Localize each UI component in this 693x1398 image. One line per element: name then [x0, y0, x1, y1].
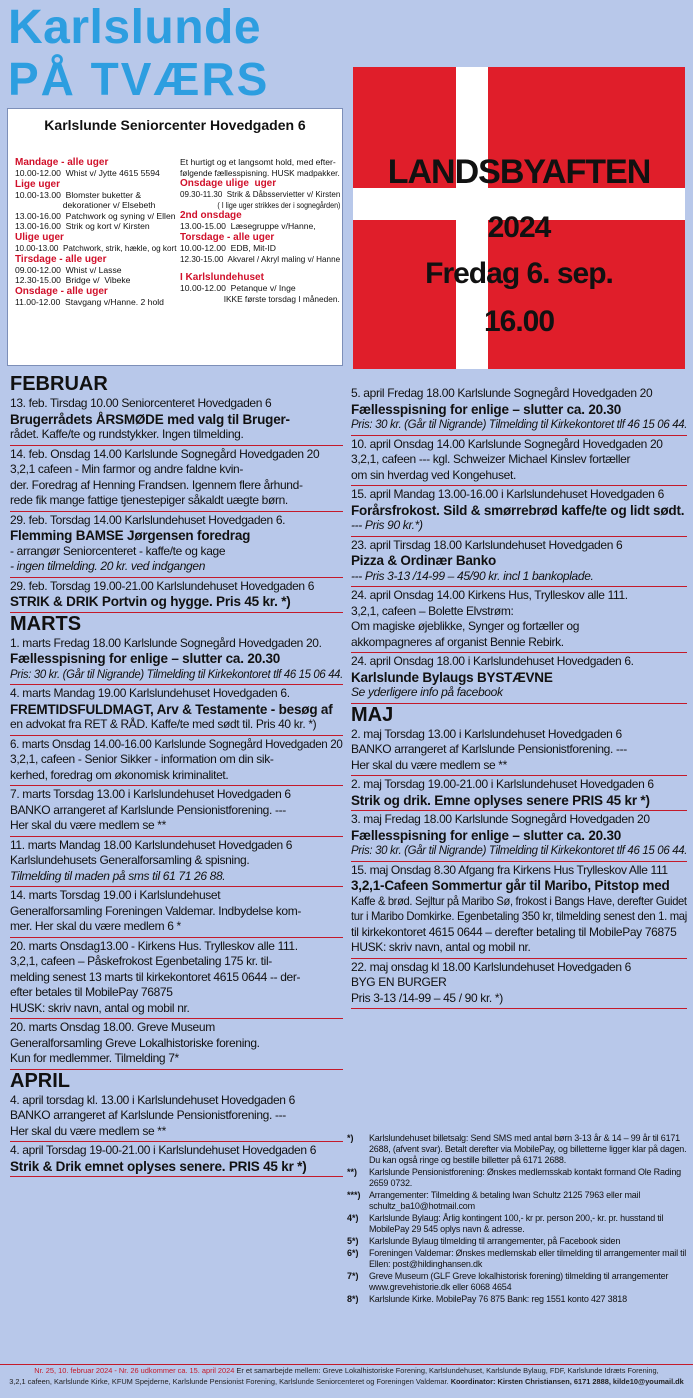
schedule-entry: 11.00-12.00 Stavgang v/Hanne. 2 hold [15, 296, 164, 307]
event-line: BYG EN BURGER [351, 975, 447, 989]
schedule-entry: 10.00-13.00 Blomster buketter & [15, 189, 142, 200]
footnote-text: Karlslunde Bylaug: Årlig kontingent 100,- kr pr. person 200,- kr. pr. husstand til MobilePay 29 545 oplys navn & adresse. [369, 1213, 664, 1234]
title-line1: Karlslunde [8, 1, 262, 54]
poster-time: 16.00 [483, 305, 555, 338]
event-item [10, 395, 343, 446]
event-line: BANKO arrangeret af Karlslunde Pensionistforening. --- [10, 1108, 286, 1122]
event-line: 3,2,1-Cafeen Sommertur går til Maribo, Pitstop med [351, 878, 670, 893]
events-right-column [351, 385, 687, 1009]
schedule-day-heading: I Karlslundehuset [180, 272, 264, 284]
events-left-column [10, 373, 343, 1177]
event-line: --- Pris 3-13 /14-99 – 45/90 kr. incl 1 bankoplade. [351, 568, 594, 583]
event-item [10, 578, 343, 613]
footnote [347, 1236, 689, 1247]
event-line: - arrangør Seniorcenteret - kaffe/te og kage [10, 543, 226, 558]
schedule-entry: følgende fællesspisning. HUSK madpakker. [180, 167, 340, 178]
footnote-marker: 4*) [347, 1213, 359, 1223]
event-line: 10. april Onsdag 14.00 Karlslunde Sognegård Hovedgaden 20 [351, 436, 663, 451]
event-item [351, 653, 687, 704]
footnote [347, 1271, 689, 1293]
event-line: mer. Her skal du være medlem 6 * [10, 919, 181, 933]
schedule-entry [180, 264, 340, 272]
event-item [10, 887, 343, 938]
event-line: der. Foredrag af Henning Frandsen. Igennem flere århund- [10, 477, 303, 492]
event-item [351, 385, 687, 436]
event-line: 20. marts Onsdag13.00 - Kirkens Hus. Trylleskov alle 111. [10, 938, 298, 953]
schedule-entry: 13.00-15.00 Læsegruppe v/Hanne, [180, 221, 316, 232]
footnotes [347, 1133, 689, 1306]
footnote-marker: 7*) [347, 1271, 359, 1281]
footnote-text: Karlslundehuset billetsalg: Send SMS med antal børn 3-13 år & 14 – 99 år til 6171 2688, (afvent svar). Betalt derefter via MobilePay, og billetterne ligger klar på dagen. Du kan også ringe og bestille billetter på 6171 2688. [369, 1133, 687, 1165]
event-line: 24. april Onsdag 18.00 i Karlslundehuset Hovedgaden 6. [351, 654, 634, 668]
event-line: 1. marts Fredag 18.00 Karlslunde Sognegård Hovedgaden 20. [10, 635, 322, 650]
event-item [351, 862, 687, 959]
schedule-entry: ( I lige uger strikkes der i sognegården) [180, 199, 341, 210]
schedule-entry: 13.00-16.00 Strik og kort v/ Kirsten [15, 221, 150, 232]
event-line: Karlslundehusets Generalforsamling & spisning. [10, 853, 250, 867]
schedule-entry: Et hurtigt og et langsomt hold, med efter- [180, 157, 336, 167]
event-line: 4. april torsdag kl. 13.00 i Karlslundehuset Hovedgaden 6 [10, 1092, 295, 1107]
event-line: 11. marts Mandag 18.00 Karlslundehuset Hovedgaden 6 [10, 837, 293, 852]
event-item [351, 486, 687, 537]
event-line: Pris: 30 kr. (Går til Nigrande) Tilmelding til Kirkekontoret tlf 46 15 06 44. [351, 417, 688, 431]
footnote-text: Foreningen Valdemar: Ønskes medlemskab eller tilmelding til arrangementer mail til Ellen: post@hildinghansen.dk [369, 1248, 687, 1269]
event-item [10, 1019, 343, 1070]
event-line: rådet. Kaffe/te og rundstykker. Ingen tilmelding. [10, 427, 244, 441]
event-line: Tilmelding til maden på sms til 61 71 26 88. [10, 868, 226, 883]
event-line: 6. marts Onsdag 14.00-16.00 Karlslunde Sognegård Hovedgaden 20 [10, 736, 343, 751]
event-line: Pizza & Ordinær Banko [351, 553, 497, 568]
event-item [351, 811, 687, 862]
event-line: 13. feb. Tirsdag 10.00 Seniorcenteret Hovedgaden 6 [10, 396, 272, 410]
event-line: 20. marts Onsdag 18.00. Greve Museum [10, 1020, 215, 1034]
event-line: Her skal du være medlem se ** [351, 757, 507, 772]
event-line: 3,2,1 cafeen - Min farmor og andre faldne kvin- [10, 462, 244, 476]
poster-event-title: LANDSBYAFTEN [387, 153, 651, 191]
event-line: HUSK: skriv navn, antal og mobil nr. [10, 1000, 190, 1015]
schedule-entry: dekorationer v/ Elsebeth [15, 200, 156, 211]
event-line: 4. april Torsdag 19-00-21.00 i Karlslundehuset Hovedgaden 6 [10, 1143, 317, 1157]
event-line: 7. marts Torsdag 13.00 i Karlslundehuset Hovedgaden 6 [10, 787, 291, 801]
event-line: tur i Maribo Domkirke. Egenbetaling 350 kr, tilmelding senest den 1. maj [351, 909, 687, 923]
issue-info: Nr. 25, 10. februar 2024 - Nr. 26 udkommer ca. 15. april 2024 [34, 1366, 235, 1375]
event-line: 15. maj Onsdag 8.30 Afgang fra Kirkens Hus Trylleskov Alle 111 [351, 862, 668, 877]
event-line: 3,2,1, cafeen - Senior Sikker - information om din sik- [10, 752, 274, 766]
event-line: Se yderligere info på facebook [351, 685, 503, 699]
event-line: BANKO arrangeret af Karlslunde Pensionistforening. --- [351, 742, 627, 756]
month-heading: FEBRUAR [10, 373, 108, 395]
event-line: Fællesspisning for enlige – slutter ca. 20.30 [351, 827, 622, 843]
event-line: melding senest 13 marts til kirkekontoret 4615 0644 -- der- [10, 969, 301, 984]
event-line: - ingen tilmelding. 20 kr. ved indgangen [10, 559, 206, 573]
footnote-marker: **) [347, 1167, 358, 1177]
event-line: Om magiske øjeblikke, Synger og fortæller og [351, 619, 580, 633]
event-line: Karlslunde Bylaugs BYSTÆVNE [351, 669, 553, 685]
event-item [351, 436, 687, 487]
event-line: 14. feb. Onsdag 14.00 Karlslunde Sognegård Hovedgaden 20 [10, 446, 320, 461]
footnote-marker: 5*) [347, 1236, 359, 1246]
schedule-day-heading: 2nd onsdage [180, 210, 242, 222]
event-line: Brugerrådets ÅRSMØDE med valg til Bruger- [10, 411, 290, 427]
event-line: 5. april Fredag 18.00 Karlslunde Sognegård Hovedgaden 20 [351, 386, 653, 400]
event-line: 22. maj onsdag kl 18.00 Karlslundehuset Hovedgaden 6 [351, 959, 632, 974]
event-line: til kirkekontoret 4615 0644 – derefter betaling til MobilePay 76875 [351, 924, 677, 939]
event-line: Pris 3-13 /14-99 – 45 / 90 kr. *) [351, 990, 503, 1005]
schedule-entry: 12.30-15.00 Akvarel / Akryl maling v/ Hanne [180, 253, 341, 264]
event-item [10, 736, 343, 787]
schedule-day-heading: Mandage - alle uger [15, 157, 109, 168]
event-line: 3,2,1, cafeen --- kgl. Schweizer Michael Kinslev fortæller [351, 452, 631, 466]
footnote-marker: 6*) [347, 1248, 359, 1258]
event-line: en advokat fra RET & RÅD. Kaffe/te med sødt til. Pris 40 kr. *) [10, 717, 317, 731]
footnote [347, 1133, 689, 1166]
event-line: Kaffe & brød. Sejltur på Maribo Sø, frokost i Bangs Have, derefter Guidet [351, 893, 687, 908]
event-line: 2. maj Torsdag 19.00-21.00 i Karlslundehuset Hovedgaden 6 [351, 777, 654, 791]
event-line: 15. april Mandag 13.00-16.00 i Karlslundehuset Hovedgaden 6 [351, 487, 664, 501]
footnote-text: Karlslunde Pensionistforening: Ønskes medlemsskab kontakt formand Ole Rading 2659 0732. [369, 1167, 681, 1188]
event-line: Her skal du være medlem se ** [10, 1123, 166, 1138]
footnote-marker: ***) [347, 1190, 361, 1200]
poster-date: Fredag 6. sep. [425, 257, 613, 290]
event-line: Pris: 30 kr. (Går til Nigrande) Tilmelding til Kirkekontoret tlf 46 15 06 44. [10, 666, 343, 681]
footnote-text: Karlslunde Kirke. MobilePay 76 875 Bank: reg 1551 konto 427 3818 [369, 1294, 627, 1304]
event-line: efter betales til MobilePay 76875 [10, 985, 173, 999]
footer-strip [0, 1364, 693, 1398]
event-line: Fællesspisning for enlige – slutter ca. 20.30 [351, 401, 622, 417]
footnote [347, 1248, 689, 1270]
event-line: 29. feb. Torsdag 14.00 Karlslundehuset Hovedgaden 6. [10, 512, 286, 527]
event-line: HUSK: skriv navn, antal og mobil nr. [351, 940, 531, 954]
event-item [351, 959, 687, 1010]
event-line: BANKO arrangeret af Karlslunde Pensionistforening. --- [10, 802, 286, 817]
schedule-day-heading: Onsdage - alle uger [15, 285, 108, 297]
event-item [351, 587, 687, 653]
event-line: Generalforsamling Foreningen Valdemar. Indbydelse kom- [10, 903, 302, 918]
month-heading: MAJ [351, 703, 394, 726]
event-line: 2. maj Torsdag 13.00 i Karlslundehuset Hovedgaden 6 [351, 726, 622, 741]
event-item [10, 685, 343, 736]
footnote-marker: *) [347, 1133, 354, 1143]
month-heading: APRIL [10, 1069, 70, 1092]
event-item [10, 938, 343, 1020]
schedule-entry: 09.30-11.30 Strik & Dåbsservietter v/ Kirsten [180, 189, 341, 200]
event-line: om sin hverdag ved Kongehuset. [351, 467, 516, 482]
coordinator-info: Koordinator: Kirsten Christiansen, 6171 2888, kilde10@youmail.dk [450, 1377, 684, 1386]
schedule-entry: 12.30-15.00 Bridge v/ Vibeke [15, 275, 131, 286]
seniorcenter-schedule [7, 108, 343, 366]
schedule-entry: IKKE første torsdag I måneden. [180, 293, 340, 304]
event-line: 14. marts Torsdag 19.00 i Karlslundehuset [10, 888, 221, 902]
event-line: Strik & Drik emnet oplyses senere. PRIS 45 kr *) [10, 1158, 307, 1174]
partners-text-2: 3,2,1 cafeen, Karlslunde Kirke, KFUM Spejderne, Karlslunde Pensionist Forening, Karlslunde Seniorcenteret og Foreningen Valdemar. [9, 1377, 451, 1386]
schedule-day-heading: Lige uger [15, 178, 61, 190]
event-line: 3,2,1, cafeen – Påskefrokost Egenbetaling 175 kr. til- [10, 954, 272, 968]
event-line: STRIK & DRIK Portvin og hygge. Pris 45 kr. *) [10, 594, 291, 609]
event-item [351, 537, 687, 588]
footnote [347, 1294, 689, 1305]
title-line2: PÅ TVÆRS [8, 53, 270, 105]
schedule-left-column [15, 157, 177, 307]
event-item [10, 1142, 343, 1177]
footnote-text: Greve Museum (GLF Greve lokalhistorisk forening) tilmelding til arrangementer www.grevehistorie.dk eller 6068 4654 [369, 1271, 669, 1292]
schedule-day-heading: Tirsdage - alle uger [15, 253, 107, 265]
event-item [10, 1092, 343, 1143]
event-line: Her skal du være medlem se ** [10, 818, 166, 832]
event-line: 3,2,1, cafeen – Bolette Elvstrøm: [351, 603, 514, 618]
schedule-day-heading: Ulige uger [15, 231, 64, 243]
schedule-day-heading: Onsdage ulige uger [180, 178, 277, 190]
footnote-text: Arrangementer: Tilmelding & betaling Iwan Schultz 2125 7963 eller mail schultz_ba10@hotmail.com [369, 1190, 641, 1211]
event-line: --- Pris 90 kr.*) [351, 518, 423, 532]
footnote-marker: 8*) [347, 1294, 359, 1304]
event-line: Forårsfrokost. Sild & smørrebrød kaffe/te og lidt sødt. [351, 502, 685, 518]
event-line: Pris: 30 kr. (Går til Nigrande) Tilmelding til Kirkekontoret tlf 46 15 06 44. [351, 843, 688, 857]
event-line: 4. marts Mandag 19.00 Karlslundehuset Hovedgaden 6. [10, 686, 290, 700]
partners-text: Er et samarbejde mellem: Greve Lokalhistoriske Forening, Karlslundehuset, Karlslunde Bylaug, FDF, Karlslunde Idræts Forening, [234, 1366, 659, 1375]
schedule-right-column [180, 157, 340, 304]
event-line: Generalforsamling Greve Lokalhistoriske forening. [10, 1035, 260, 1050]
schedule-entry: 10.00-13.00 Patchwork, strik, hækle, og kort [15, 242, 177, 253]
event-line: kerhed, foredrag om økonomisk kriminalitet. [10, 767, 229, 782]
footnote-text: Karlslunde Bylaug tilmelding til arrangementer, på Facebook siden [369, 1236, 621, 1246]
event-item [10, 512, 343, 578]
event-line: rede fik mange fattige tjenestepiger såkaldt uægte børn. [10, 493, 288, 507]
event-item [351, 776, 687, 811]
schedule-heading: Karlslunde Seniorcenter Hovedgaden 6 [44, 117, 306, 133]
danish-flag-poster [353, 67, 685, 369]
event-line: akkompagneres af organist Bennie Rebirk. [351, 634, 564, 649]
month-heading: MARTS [10, 612, 82, 635]
schedule-entry: 10.00-12.00 Petanque v/ Inge [180, 283, 296, 294]
poster-year: 2024 [487, 211, 551, 244]
event-line: Fællesspisning for enlige – slutter ca. 20.30 [10, 651, 281, 666]
footnote [347, 1167, 689, 1189]
event-line: Flemming BAMSE Jørgensen foredrag [10, 528, 251, 543]
event-item [10, 837, 343, 888]
event-line: 23. april Tirsdag 18.00 Karlslundehuset Hovedgaden 6 [351, 537, 623, 552]
event-item [10, 635, 343, 686]
event-line: 24. april Onsdag 14.00 Kirkens Hus, Trylleskov alle 111. [351, 588, 628, 602]
event-item [10, 446, 343, 512]
schedule-entry: 10.00-12.00 Whist v/ Jytte 4615 5594 [15, 168, 160, 178]
schedule-entry: 09.00-12.00 Whist v/ Lasse [15, 264, 122, 275]
schedule-entry: 13.00-16.00 Patchwork og syning v/ Ellen [15, 210, 176, 221]
event-item [10, 786, 343, 837]
event-line: Strik og drik. Emne oplyses senere PRIS 45 kr *) [351, 792, 650, 808]
event-line: Kun for medlemmer. Tilmelding 7* [10, 1051, 179, 1065]
event-line: 3. maj Fredag 18.00 Karlslunde Sognegård Hovedgaden 20 [351, 812, 650, 826]
event-line: 29. feb. Torsdag 19.00-21.00 Karlslundehuset Hovedgaden 6 [10, 578, 315, 593]
event-line: FREMTIDSFULDMAGT, Arv & Testamente - besøg af [10, 701, 333, 717]
schedule-entry: 10.00-12.00 EDB, Mit-ID [180, 242, 277, 253]
schedule-day-heading: Torsdage - alle uger [180, 231, 275, 243]
event-item [351, 726, 687, 777]
footnote [347, 1190, 689, 1212]
footnote [347, 1213, 689, 1235]
